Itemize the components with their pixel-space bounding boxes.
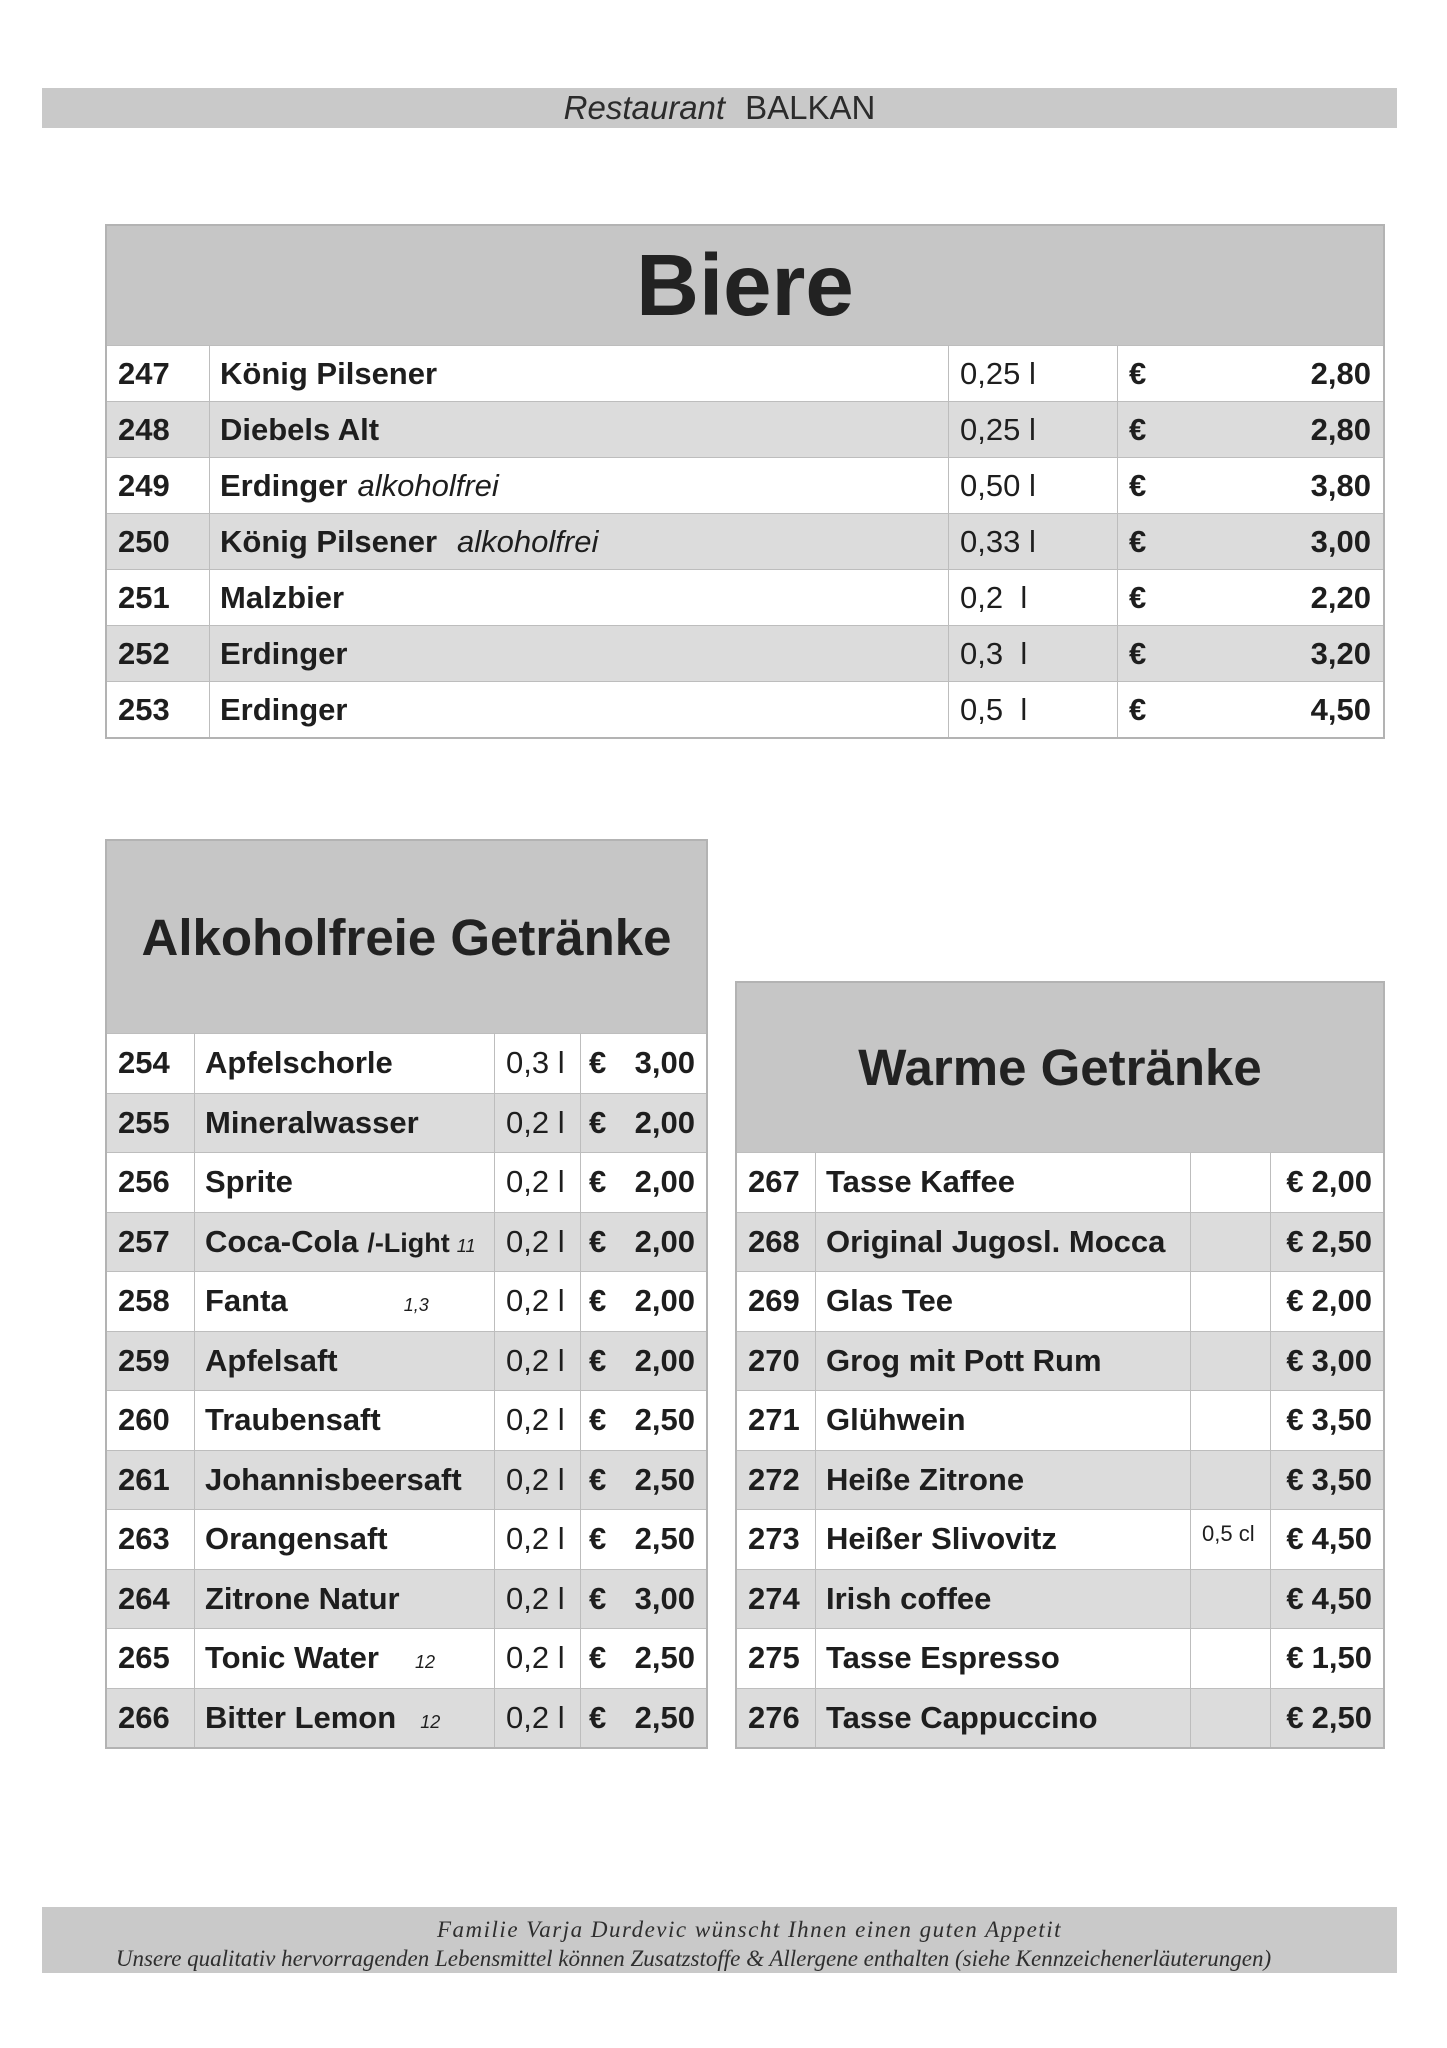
- item-note: alkoholfrei: [457, 523, 599, 559]
- item-volume: 0,2 l: [495, 1629, 581, 1688]
- item-volume: 0,2 l: [495, 1153, 581, 1212]
- price-amount: 3,00: [634, 1580, 695, 1616]
- euro-sign: €: [589, 1223, 607, 1259]
- euro-sign: €: [1129, 467, 1147, 503]
- item-number: 258: [107, 1272, 195, 1331]
- item-name: [195, 1213, 495, 1272]
- price-amount: 2,50: [634, 1699, 695, 1735]
- item-volume: [1191, 1272, 1271, 1331]
- item-number: 270: [737, 1332, 816, 1391]
- item-number: 269: [737, 1272, 816, 1331]
- item-name: [195, 1629, 495, 1688]
- euro-sign: €: [589, 1402, 607, 1438]
- euro-sign: €: [589, 1283, 607, 1319]
- hot-drinks-table: [735, 981, 1385, 1749]
- item-price: [581, 1689, 706, 1748]
- price-amount: 2,80: [1310, 411, 1371, 447]
- item-volume: [1191, 1213, 1271, 1272]
- item-additives: 12: [414, 1652, 435, 1673]
- item-volume: 0,2 l: [495, 1213, 581, 1272]
- item-number: 254: [107, 1034, 195, 1093]
- menu-row: [107, 1152, 706, 1212]
- menu-row: [737, 1390, 1383, 1450]
- price-amount: 2,50: [634, 1521, 695, 1557]
- item-price: [1118, 346, 1383, 401]
- item-volume-text: 0,5 cl: [1202, 1521, 1255, 1547]
- item-name: Apfelschorle: [195, 1034, 495, 1093]
- item-volume: 0,25 l: [949, 402, 1118, 457]
- item-volume: 0,50 l: [949, 458, 1118, 513]
- item-number: 272: [737, 1451, 816, 1510]
- menu-row: [737, 1509, 1383, 1569]
- euro-sign: €: [1286, 1283, 1304, 1319]
- item-name: Zitrone Natur: [195, 1570, 495, 1629]
- item-price: [581, 1034, 706, 1093]
- menu-row: [737, 1628, 1383, 1688]
- item-number: 274: [737, 1570, 816, 1629]
- euro-sign: €: [1129, 411, 1147, 447]
- item-number: 263: [107, 1510, 195, 1569]
- item-name: König Pilsener: [210, 346, 949, 401]
- item-volume: [1191, 1689, 1271, 1748]
- item-number: 260: [107, 1391, 195, 1450]
- item-name: Original Jugosl. Mocca: [816, 1213, 1191, 1272]
- item-name: Sprite: [195, 1153, 495, 1212]
- item-volume: 0,33 l: [949, 514, 1118, 569]
- menu-row: [737, 1331, 1383, 1391]
- item-price: [581, 1570, 706, 1629]
- item-price: [581, 1510, 706, 1569]
- item-name: Irish coffee: [816, 1570, 1191, 1629]
- item-volume: [1191, 1391, 1271, 1450]
- item-price: [581, 1272, 706, 1331]
- euro-sign: €: [589, 1342, 607, 1378]
- price-amount: 3,50: [1311, 1461, 1372, 1497]
- item-name: Erdinger: [210, 682, 949, 737]
- euro-sign: €: [589, 1045, 607, 1081]
- item-volume: 0,2 l: [495, 1391, 581, 1450]
- item-name: Tasse Kaffee: [816, 1153, 1191, 1212]
- price-amount: 2,50: [634, 1461, 695, 1497]
- euro-sign: €: [1129, 635, 1147, 671]
- euro-sign: €: [1129, 523, 1147, 559]
- item-price: [1118, 682, 1383, 737]
- item-name-text: Tonic Water: [205, 1640, 379, 1676]
- item-volume: [1191, 1510, 1271, 1569]
- price-amount: 3,50: [1311, 1402, 1372, 1438]
- item-number: 265: [107, 1629, 195, 1688]
- menu-row: [107, 1093, 706, 1153]
- item-number: 250: [107, 514, 210, 569]
- item-price: [1271, 1689, 1383, 1748]
- menu-row: [737, 1450, 1383, 1510]
- item-volume: 0,2 l: [495, 1570, 581, 1629]
- price-amount: 4,50: [1311, 1521, 1372, 1557]
- item-price: [1271, 1213, 1383, 1272]
- item-volume: 0,3 l: [949, 626, 1118, 681]
- item-price: [1118, 458, 1383, 513]
- item-number: 256: [107, 1153, 195, 1212]
- menu-row: [737, 1212, 1383, 1272]
- item-volume: [1191, 1332, 1271, 1391]
- item-additives: 1,3: [403, 1295, 429, 1316]
- item-volume: 0,2 l: [495, 1094, 581, 1153]
- euro-sign: €: [589, 1521, 607, 1557]
- restaurant-prefix: Restaurant: [563, 89, 726, 126]
- menu-row: [107, 569, 1383, 625]
- euro-sign: €: [1286, 1699, 1304, 1735]
- item-name-text: König Pilsener: [220, 523, 438, 559]
- item-volume: [1191, 1451, 1271, 1510]
- item-volume: 0,3 l: [495, 1034, 581, 1093]
- item-price: [1271, 1153, 1383, 1212]
- euro-sign: €: [1286, 1223, 1304, 1259]
- item-price: [581, 1391, 706, 1450]
- item-volume: 0,2 l: [495, 1510, 581, 1569]
- item-name: Orangensaft: [195, 1510, 495, 1569]
- price-amount: 2,00: [634, 1342, 695, 1378]
- item-name-text: Coca-Cola: [205, 1223, 359, 1259]
- item-volume: [1191, 1629, 1271, 1688]
- price-amount: 3,00: [634, 1045, 695, 1081]
- menu-row: [107, 1212, 706, 1272]
- item-name: Grog mit Pott Rum: [816, 1332, 1191, 1391]
- item-volume: 0,2 l: [495, 1689, 581, 1748]
- restaurant-name: BALKAN: [745, 89, 876, 126]
- item-volume: 0,2 l: [495, 1451, 581, 1510]
- item-volume: 0,25 l: [949, 346, 1118, 401]
- price-amount: 2,50: [634, 1640, 695, 1676]
- item-price: [1271, 1391, 1383, 1450]
- item-name-text: Erdinger: [220, 467, 348, 503]
- item-price: [1271, 1570, 1383, 1629]
- price-amount: 2,00: [634, 1104, 695, 1140]
- item-number: 266: [107, 1689, 195, 1748]
- item-price: [1271, 1332, 1383, 1391]
- item-price: [581, 1629, 706, 1688]
- menu-row: [737, 1569, 1383, 1629]
- beer-table: [105, 224, 1385, 739]
- menu-row: [107, 345, 1383, 401]
- euro-sign: €: [1129, 579, 1147, 615]
- item-additives: 11: [456, 1235, 476, 1256]
- price-amount: 2,50: [634, 1402, 695, 1438]
- item-volume: [1191, 1570, 1271, 1629]
- item-volume: 0,2 l: [949, 570, 1118, 625]
- item-number: 252: [107, 626, 210, 681]
- item-number: 268: [737, 1213, 816, 1272]
- item-name: Tasse Espresso: [816, 1629, 1191, 1688]
- menu-row: [107, 1271, 706, 1331]
- item-number: 248: [107, 402, 210, 457]
- price-amount: 2,00: [634, 1223, 695, 1259]
- item-number: 273: [737, 1510, 816, 1569]
- menu-row: [107, 401, 1383, 457]
- euro-sign: €: [589, 1164, 607, 1200]
- item-number: 247: [107, 346, 210, 401]
- item-name: Malzbier: [210, 570, 949, 625]
- item-price: [1118, 626, 1383, 681]
- item-price: [1118, 514, 1383, 569]
- item-number: 276: [737, 1689, 816, 1748]
- price-amount: 2,20: [1310, 579, 1371, 615]
- item-price: [1271, 1510, 1383, 1569]
- euro-sign: €: [1129, 355, 1147, 391]
- item-price: [1271, 1629, 1383, 1688]
- item-price: [1271, 1272, 1383, 1331]
- price-amount: 1,50: [1311, 1640, 1372, 1676]
- item-name: Apfelsaft: [195, 1332, 495, 1391]
- price-amount: 2,50: [1311, 1699, 1372, 1735]
- menu-row: [737, 1688, 1383, 1748]
- soft-drinks-table: [105, 839, 708, 1749]
- item-name: Heiße Zitrone: [816, 1451, 1191, 1510]
- item-price: [581, 1213, 706, 1272]
- euro-sign: €: [589, 1104, 607, 1140]
- item-volume: 0,2 l: [495, 1272, 581, 1331]
- item-number: 253: [107, 682, 210, 737]
- section-title-beer: Biere: [107, 226, 1383, 345]
- section-title-hot-drinks: Warme Getränke: [737, 983, 1383, 1152]
- price-amount: 2,00: [1311, 1283, 1372, 1319]
- section-title-soft-drinks: Alkoholfreie Getränke: [107, 841, 706, 1033]
- item-name: Heißer Slivovitz: [816, 1510, 1191, 1569]
- item-price: [581, 1451, 706, 1510]
- item-name: Diebels Alt: [210, 402, 949, 457]
- euro-sign: €: [589, 1640, 607, 1676]
- menu-row: [107, 681, 1383, 737]
- item-name: [210, 514, 949, 569]
- menu-row: [107, 1033, 706, 1093]
- menu-row: [107, 513, 1383, 569]
- menu-row: [107, 1628, 706, 1688]
- euro-sign: €: [1286, 1640, 1304, 1676]
- price-amount: 3,00: [1310, 523, 1371, 559]
- item-additives: 12: [420, 1711, 441, 1732]
- item-number: 275: [737, 1629, 816, 1688]
- price-amount: 3,80: [1310, 467, 1371, 503]
- price-amount: 2,00: [1311, 1164, 1372, 1200]
- item-name: Traubensaft: [195, 1391, 495, 1450]
- footer-allergen-notice: Unsere qualitativ hervorragenden Lebensmittel können Zusatzstoffe & Allergene enthalten (siehe Kennzeichenerläuterungen): [115, 1946, 1272, 1971]
- item-number: 261: [107, 1451, 195, 1510]
- item-note: alkoholfrei: [357, 467, 499, 503]
- item-price: [1118, 402, 1383, 457]
- item-number: 271: [737, 1391, 816, 1450]
- item-name-text: Bitter Lemon: [205, 1699, 397, 1735]
- price-amount: 2,00: [634, 1283, 695, 1319]
- item-number: 264: [107, 1570, 195, 1629]
- menu-row: [107, 1509, 706, 1569]
- price-amount: 3,00: [1311, 1342, 1372, 1378]
- menu-row: [107, 1569, 706, 1629]
- footer-greeting: Familie Varja Durdevic wünscht Ihnen einen guten Appetit: [436, 1917, 1063, 1942]
- restaurant-header-bar: [42, 88, 1397, 128]
- item-price: [581, 1332, 706, 1391]
- euro-sign: €: [1129, 691, 1147, 727]
- price-amount: 2,50: [1311, 1223, 1372, 1259]
- item-price: [581, 1094, 706, 1153]
- euro-sign: €: [1286, 1164, 1304, 1200]
- item-name-text: Fanta: [205, 1283, 288, 1319]
- euro-sign: €: [1286, 1402, 1304, 1438]
- menu-row: [107, 1688, 706, 1748]
- price-amount: 2,00: [634, 1164, 695, 1200]
- euro-sign: €: [589, 1461, 607, 1497]
- item-volume: 0,2 l: [495, 1332, 581, 1391]
- item-number: 259: [107, 1332, 195, 1391]
- item-volume: 0,5 l: [949, 682, 1118, 737]
- item-number: 255: [107, 1094, 195, 1153]
- item-volume: [1191, 1153, 1271, 1212]
- item-number: 257: [107, 1213, 195, 1272]
- euro-sign: €: [589, 1699, 607, 1735]
- item-name: Glühwein: [816, 1391, 1191, 1450]
- item-price: [1118, 570, 1383, 625]
- footer-bar: [42, 1907, 1397, 1973]
- item-name: Johannisbeersaft: [195, 1451, 495, 1510]
- item-price: [1271, 1451, 1383, 1510]
- menu-row: [107, 1331, 706, 1391]
- menu-row: [107, 625, 1383, 681]
- price-amount: 2,80: [1310, 355, 1371, 391]
- menu-row: [107, 457, 1383, 513]
- item-number: 249: [107, 458, 210, 513]
- price-amount: 3,20: [1310, 635, 1371, 671]
- menu-row: [107, 1450, 706, 1510]
- euro-sign: €: [1286, 1580, 1304, 1616]
- item-number: 267: [737, 1153, 816, 1212]
- euro-sign: €: [1286, 1342, 1304, 1378]
- price-amount: 4,50: [1310, 691, 1371, 727]
- item-name: [195, 1689, 495, 1748]
- item-name: Mineralwasser: [195, 1094, 495, 1153]
- item-price: [581, 1153, 706, 1212]
- euro-sign: €: [1286, 1521, 1304, 1557]
- menu-row: [737, 1152, 1383, 1212]
- item-variant: /-Light: [367, 1227, 450, 1258]
- item-name: Tasse Cappuccino: [816, 1689, 1191, 1748]
- item-name: [195, 1272, 495, 1331]
- euro-sign: €: [1286, 1461, 1304, 1497]
- menu-row: [107, 1390, 706, 1450]
- item-name: [210, 458, 949, 513]
- euro-sign: €: [589, 1580, 607, 1616]
- item-name: Erdinger: [210, 626, 949, 681]
- menu-row: [737, 1271, 1383, 1331]
- item-number: 251: [107, 570, 210, 625]
- item-name: Glas Tee: [816, 1272, 1191, 1331]
- price-amount: 4,50: [1311, 1580, 1372, 1616]
